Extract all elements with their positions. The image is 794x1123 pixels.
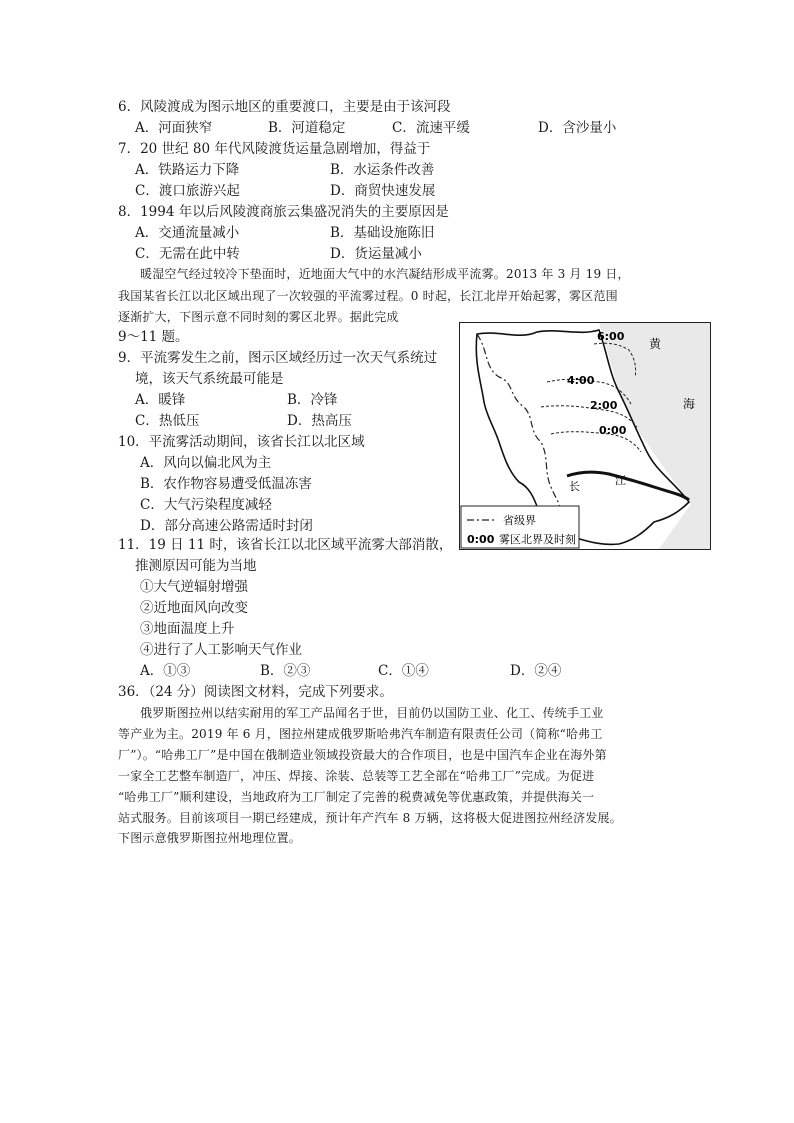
question-9-stem-1: 9．平流雾发生之前，图示区域经历过一次天气系统过 (118, 350, 438, 366)
label-time-2: 2:00 (590, 399, 618, 412)
q8-option-c: C．无需在此中转 (135, 246, 240, 262)
q6-option-d: D．含沙量小 (538, 120, 617, 136)
q6-option-b: B．河道稳定 (268, 120, 346, 136)
q11-item-4: ④进行了人工影响天气作业 (140, 642, 302, 658)
q36-para-line-7: 下图示意俄罗斯图拉州地理位置。 (118, 831, 302, 845)
label-time-0: 0:00 (599, 424, 627, 437)
q36-para-line-6: 站式服务。目前该项目一期已经建成，预计年产汽车 8 万辆，这将极大促进图拉州经济发展。 (118, 811, 622, 825)
intro-line-3: 逐渐扩大，下图示意不同时刻的雾区北界。据此完成 (118, 310, 399, 324)
q10-option-d: D．部分高速公路需适时封闭 (140, 518, 313, 534)
q6-option-a: A．河面狭窄 (135, 120, 213, 136)
q10-option-c: C．大气污染程度减轻 (140, 497, 272, 513)
label-sea-2: 海 (683, 397, 696, 411)
q8-option-a: A．交通流量减小 (135, 225, 240, 241)
q36-para-line-5: “哈弗工厂”顺利建设，当地政府为工厂制定了完善的税费减免等优惠政策，并提供海关一 (118, 790, 595, 804)
label-sea-1: 黄 (649, 337, 662, 351)
q11-option-b: B．②③ (260, 663, 311, 679)
question-10-stem: 10．平流雾活动期间，该省长江以北区域 (118, 434, 365, 450)
q9-option-c: C．热低压 (135, 413, 200, 429)
intro-line-1: 暖湿空气经过较冷下垫面时，近地面大气中的水汽凝结形成平流雾。2013 年 3 月 19 日， (140, 267, 630, 281)
q11-item-1: ①大气逆辐射增强 (140, 579, 248, 595)
question-11-stem-1: 11．19 日 11 时，该省长江以北区域平流雾大部消散， (118, 537, 453, 553)
q7-option-b: B．水运条件改善 (330, 162, 435, 178)
question-8-stem: 8．1994 年以后风陵渡商旅云集盛况消失的主要原因是 (118, 204, 449, 220)
q9-option-d: D．热高压 (287, 413, 352, 429)
label-river-1: 长 (569, 480, 580, 493)
q7-option-a: A．铁路运力下降 (135, 162, 240, 178)
q11-option-c: C．①④ (378, 663, 429, 679)
legend-time-sample: 0:00 (467, 533, 495, 546)
label-time-6: 6:00 (597, 330, 625, 343)
intro-line-4: 9～11 题。 (118, 329, 189, 345)
q36-para-line-3: 厂”）。“哈弗工厂”是中国在俄制造业领域投资最大的合作项目，也是中国汽车企业在海外第 (118, 748, 607, 762)
q10-option-b: B．农作物容易遭受低温冻害 (140, 476, 312, 492)
legend-border-label: 省级界 (503, 514, 536, 527)
question-7-stem: 7．20 世纪 80 年代风陵渡货运量急剧增加，得益于 (118, 141, 431, 157)
question-36-stem: 36．（24 分）阅读图文材料，完成下列要求。 (118, 684, 393, 700)
q11-option-d: D．②④ (510, 663, 562, 679)
question-9-stem-2: 境，该天气系统最可能是 (135, 371, 284, 387)
q7-option-d: D．商贸快速发展 (330, 183, 436, 199)
question-6-stem: 6．风陵渡成为图示地区的重要渡口，主要是由于该河段 (118, 99, 451, 115)
q36-para-line-2: 等产业为主。2019 年 6 月，图拉州建成俄罗斯哈弗汽车制造有限责任公司（简称“哈弗工 (118, 727, 603, 741)
q11-option-a: A．①③ (140, 663, 191, 679)
q7-option-c: C．渡口旅游兴起 (135, 183, 240, 199)
fog-boundary-map (459, 322, 711, 550)
q9-option-b: B．冷锋 (287, 392, 338, 408)
q10-option-a: A．风向以偏北风为主 (140, 455, 272, 471)
q6-option-c: C．流速平缓 (392, 120, 470, 136)
label-river-2: 江 (615, 474, 626, 487)
q11-item-3: ③地面温度上升 (140, 621, 235, 637)
q11-item-2: ②近地面风向改变 (140, 600, 248, 616)
q36-para-line-4: 一家全工艺整车制造厂，冲压、焊接、涂装、总装等工艺全部在“哈弗工厂”完成。为促进 (118, 769, 595, 783)
q8-option-b: B．基础设施陈旧 (330, 225, 435, 241)
q9-option-a: A．暖锋 (135, 392, 186, 408)
q36-para-line-1: 俄罗斯图拉州以结实耐用的军工产品闻名于世，目前仍以国防工业、化工、传统手工业 (140, 706, 604, 720)
q8-option-d: D．货运量减小 (330, 246, 422, 262)
intro-line-2: 我国某省长江以北区域出现了一次较强的平流雾过程。0 时起，长江北岸开始起雾，雾区范围 (118, 289, 618, 303)
label-time-4: 4:00 (567, 374, 595, 387)
legend-fog-label: 雾区北界及时刻 (499, 533, 576, 546)
question-11-stem-2: 推测原因可能为当地 (135, 558, 257, 574)
